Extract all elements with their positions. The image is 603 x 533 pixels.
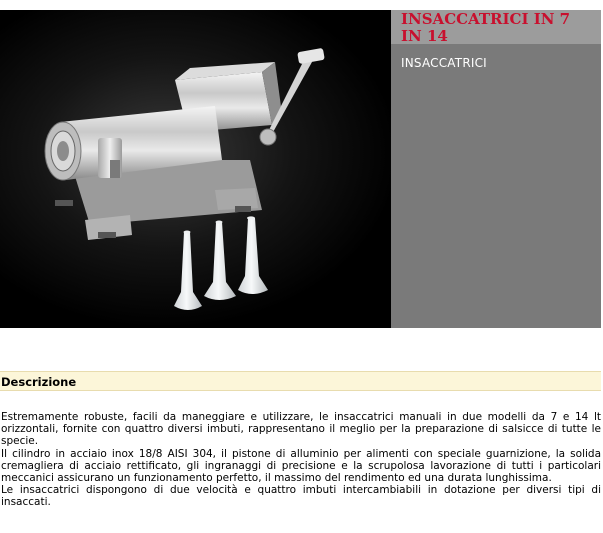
sausage-stuffer-illustration — [0, 10, 391, 328]
product-info-panel — [391, 10, 601, 328]
description-paragraph: Estremamente robuste, facili da maneggiare e utilizzare, le insaccatrici manuali in due modelli da 7 e 14 lt orizzontali, fornite con quattro diversi imbuti, rappresentano il meglio per la preparazione di salsicce di tutte le specie. — [1, 411, 601, 448]
description-heading-bar — [0, 371, 601, 391]
description-paragraph: Le insaccatrici dispongono di due velocità e quattro imbuti intercambiabili in dotazione per diversi tipi di insaccati. — [1, 484, 601, 509]
product-category: INSACCATRICI — [401, 56, 487, 70]
description-body — [1, 411, 601, 509]
funnel-set — [174, 216, 268, 310]
product-title: INSACCATRICI IN 7 IN 14 — [391, 10, 601, 44]
description-paragraph: Il cilindro in acciaio inox 18/8 AISI 304, il pistone di alluminio per alimenti con speciale guarnizione, la solida cremagliera di acciaio rettificato, gli ingranaggi di precisione e la scrupolosa lavorazione di tutti i particolari meccanici assicurano un funzionamento perfetto, il massimo del rendimento ed una durata lunghissima. — [1, 447, 601, 485]
product-photo — [0, 10, 391, 328]
description-heading: Descrizione — [1, 375, 77, 389]
